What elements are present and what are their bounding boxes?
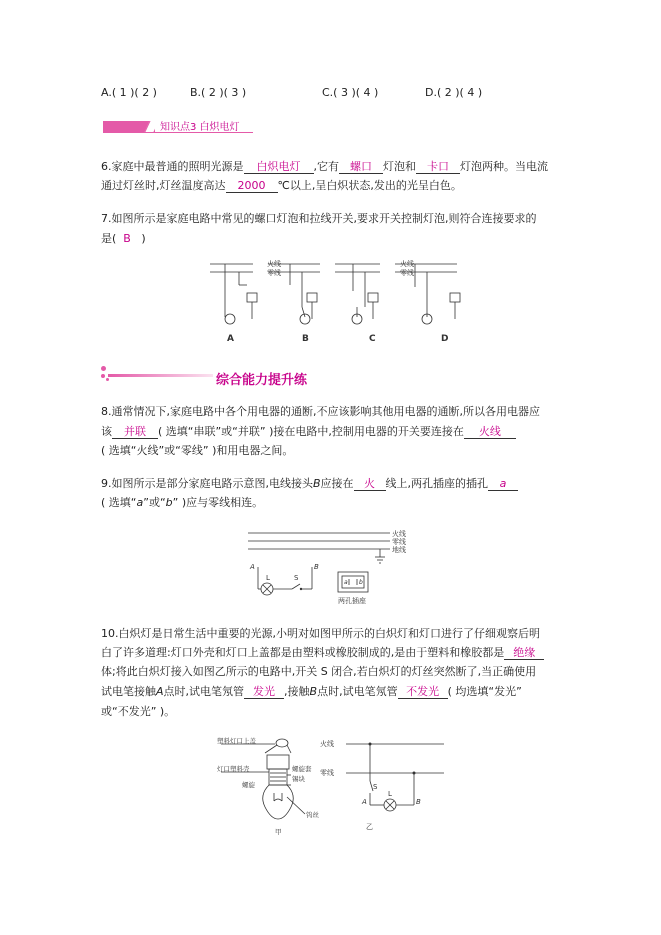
q10-answer-3: 不发光 [398,685,448,699]
q9-text-3: 线上,两孔插座的插孔 [385,477,489,490]
q8-answer-2: 火线 [464,425,516,439]
q10-fig-point-a: A [362,798,367,806]
q6-answer-3: 卡口 [416,160,460,174]
q10-text-5: 点时,试电笔氖管 [317,685,398,698]
q7-fig-label-b: B [302,334,309,344]
q9-text-5: ”或“ [143,496,166,509]
q10-line2 [101,646,544,660]
q10-fig-label-yi: 乙 [366,823,373,831]
q10-answer-2: 发光 [244,685,284,699]
q9-fig-lamp-label: L [266,574,270,582]
section-comprehensive-title: 综合能力提升练 [216,373,308,388]
q10-fig-label-screw: 螺旋 [242,781,255,789]
q8-answer-1: 并联 [112,425,158,439]
q9-line1 [101,477,518,491]
q9-fig-fire-label: 火线 [392,530,406,538]
q6-text-2: ,它有 [313,160,339,173]
q9-text-6: ” )应与零线相连。 [172,496,264,509]
q9-option-a: a [136,496,144,509]
q10-fig-point-b: B [416,798,421,806]
q10-fig-lamp-label: L [388,790,392,798]
q10-text-6: ( 均选填“发光” [447,685,522,698]
q10-fig-label-jia: 甲 [275,828,282,836]
q6-text-4: 灯泡两种。当电流 [460,160,548,173]
q8-line3: ( 选填“火线”或“零线” )和用电器之间。 [101,444,294,457]
q9-fig-point-a: A [250,563,255,571]
q9-fig-neutral-label: 零线 [392,538,406,546]
q7-fig-fire-label: 火线 [267,260,281,268]
q10-point-b: B [309,685,318,698]
q6-answer-2: 螺口 [339,160,383,174]
q10-point-a: A [156,685,164,698]
q5-option-d: D.( 2 )( 4 ) [425,86,483,99]
q9-line2 [101,496,263,510]
q7-fig-label-c: C [369,334,376,344]
q6-text-3: 灯泡和 [383,160,416,173]
q9-fig-socket-label: 两孔插座 [338,597,366,605]
q6-answer-4: 2000 [226,179,278,193]
q9-answer-1: 火 [354,477,386,491]
q7-text-1: 是( [101,232,117,245]
q7-text-2: ) [141,232,146,245]
q10-fig-label-tin: 锡块 [292,775,305,783]
q6-line1 [101,160,548,174]
q10-fig-label-filament: 钨丝 [306,811,319,819]
q10-answer-1: 绝缘 [504,646,544,660]
q9-fig-socket-a: a [344,579,348,586]
q10-line5: 或“不发光” )。 [101,705,176,718]
q10-fig-label-cap: 塑料灯口上盖 [217,737,256,745]
q7-answer: B [123,232,131,245]
q9-option-b: b [165,496,173,509]
q9-point-b: B [313,477,321,490]
section-knowledge-title: 知识点3 白炽电灯 [160,122,240,133]
q10-text-4: ,接触 [284,685,310,698]
q9-fig-ground-label: 地线 [392,546,406,554]
q6-line2 [101,179,462,193]
q7-circuit-figure [195,257,465,345]
q7-fig-fire-label-2: 火线 [400,260,414,268]
q7-line2 [101,232,146,246]
q9-fig-switch-label: S [294,574,299,582]
q5-option-b: B.( 2 )( 3 ) [190,86,247,99]
q8-text-2: ( 选填“串联”或“并联” )接在电路中,控制用电器的开关要连接在 [158,425,464,438]
q5-option-c: C.( 3 )( 4 ) [322,86,379,99]
q10-fig-label-shell: 灯口塑料壳 [217,765,250,773]
q9-circuit-figure [240,527,425,609]
q9-text-2: 应接在 [320,477,354,490]
q8-line1: 8.通常情况下,家庭电路中各个用电器的通断,不应该影响其他用电器的通断,所以各用电器应 [101,405,540,418]
q10-circuit-figure [318,733,448,833]
q10-lamp-figure [215,735,330,837]
q9-fig-socket-b: b [359,579,363,586]
q10-text-3: 点时,试电笔氖管 [163,685,245,698]
q7-fig-neutral-label: 零线 [267,269,281,277]
q7-fig-label-a: A [227,334,234,344]
q6-text-1: 6.家庭中最普通的照明光源是 [101,160,244,173]
q9-text-4: ( 选填“ [101,496,137,509]
q10-fig-switch-label: S [373,783,378,791]
q10-fig-label-sleeve: 螺旋套 [292,765,312,773]
q10-fig-fire-label: 火线 [320,740,334,748]
q9-fig-point-b: B [314,563,319,571]
q6-text-6: ℃以上,呈白炽状态,发出的光呈白色。 [277,179,462,192]
q10-line3: 体;将此白炽灯接入如图乙所示的电路中,开关 S 闭合,若白炽灯的灯丝突然断了,当正确使用 [101,665,537,678]
q9-text-1: 9.如图所示是部分家庭电路示意图,电线接头 [101,477,313,490]
q10-line4 [101,685,522,699]
q5-option-a: A.( 1 )( 2 ) [101,86,157,99]
section-gradient-bar [108,374,213,377]
q10-line1: 10.白炽灯是日常生活中重要的光源,小明对如图甲所示的白炽灯和灯口进行了仔细观察后明 [101,627,540,640]
q7-fig-neutral-label-2: 零线 [400,269,414,277]
q10-fig-neutral-label: 零线 [320,769,334,777]
q8-line2 [101,425,516,439]
q7-line1: 7.如图所示是家庭电路中常见的螺口灯泡和拉线开关,要求开关控制灯泡,则符合连接要求的 [101,212,537,225]
q9-answer-2: a [488,477,518,491]
q6-answer-1: 白炽电灯 [244,160,314,174]
q7-fig-label-d: D [441,334,449,344]
q8-text-1: 该 [101,425,112,438]
q6-text-5: 通过灯丝时,灯丝温度高达 [101,179,226,192]
q10-text-2: 试电笔接触 [101,685,156,698]
q10-text-1: 白了许多道理:灯口外壳和灯口上盖都是由塑料或橡胶制成的,是由于塑料和橡胶都是 [101,646,505,659]
